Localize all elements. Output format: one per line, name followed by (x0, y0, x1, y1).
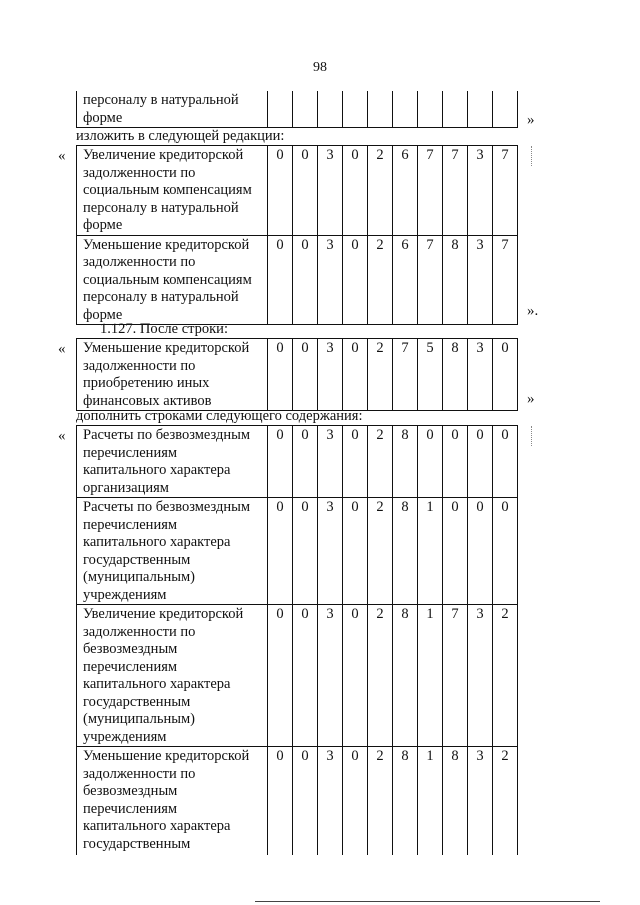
code-digit-cell: 2 (368, 235, 393, 325)
code-digit-cell: 3 (318, 605, 343, 747)
code-digit-cell: 0 (493, 498, 518, 605)
code-digit-cell: 7 (493, 146, 518, 236)
code-digit-cell: 2 (493, 747, 518, 855)
code-digit-cell: 2 (493, 605, 518, 747)
table-edited-rows (76, 145, 518, 325)
row-name-cell: Уменьшение кредиторской задолженности по социальным компенсациям персоналу в натуральной форме (77, 235, 268, 325)
code-digit-cell: 0 (268, 339, 293, 411)
code-digit-cell: 1 (418, 605, 443, 747)
code-digit-cell: 6 (393, 235, 418, 325)
code-digit-cell: 0 (293, 426, 318, 498)
code-digit-cell: 0 (443, 426, 468, 498)
code-digit-cell: 0 (293, 498, 318, 605)
page-bottom-rule (255, 901, 600, 902)
code-digit-cell: 0 (343, 235, 368, 325)
intro-edit: изложить в следующей редакции: (76, 128, 285, 144)
open-quote-2: « (58, 341, 66, 357)
code-digit-cell: 0 (268, 605, 293, 747)
code-digit-cell: 7 (493, 235, 518, 325)
table-row (77, 747, 518, 855)
code-digit-cell: 2 (368, 605, 393, 747)
code-digit-cell: 0 (468, 498, 493, 605)
code-digit-cell (318, 91, 343, 128)
code-digit-cell: 8 (443, 235, 468, 325)
row-name-cell: персоналу в натуральной форме (77, 91, 268, 128)
code-digit-cell (468, 91, 493, 128)
code-digit-cell (393, 91, 418, 128)
code-digit-cell: 8 (443, 339, 468, 411)
code-digit-cell: 0 (293, 747, 318, 855)
code-digit-cell: 3 (468, 605, 493, 747)
code-digit-cell: 0 (268, 747, 293, 855)
code-digit-cell: 3 (468, 339, 493, 411)
close-quote-period: ». (527, 303, 539, 319)
code-digit-cell: 8 (393, 498, 418, 605)
row-name-cell: Уменьшение кредиторской задолженности по приобретению иных финансовых активов (77, 339, 268, 411)
code-digit-cell: 3 (318, 339, 343, 411)
code-digit-cell: 0 (468, 426, 493, 498)
code-digit-cell: 0 (343, 426, 368, 498)
code-digit-cell: 1 (418, 498, 443, 605)
code-digit-cell: 8 (393, 426, 418, 498)
intro-after-row: 1.127. После строки: (100, 321, 228, 337)
code-digit-cell: 3 (318, 498, 343, 605)
row-name-cell: Увеличение кредиторской задолженности по безвозмездным перечислениям капитального характера государственным (муниципальным) учреждениям (77, 605, 268, 747)
close-quote-2: » (527, 391, 535, 407)
code-digit-cell: 7 (418, 235, 443, 325)
row-name-cell: Уменьшение кредиторской задолженности по безвозмездным перечислениям капитального характера государственным (77, 747, 268, 855)
code-digit-cell: 0 (293, 235, 318, 325)
table-fragment-top (76, 91, 518, 128)
code-digit-cell: 3 (468, 235, 493, 325)
margin-tick-2 (531, 426, 532, 446)
row-name-cell: Расчеты по безвозмездным перечислениям капитального характера государственным (муниципальным) учреждениям (77, 498, 268, 605)
code-digit-cell: 0 (493, 426, 518, 498)
code-digit-cell: 3 (468, 747, 493, 855)
code-digit-cell (268, 91, 293, 128)
code-digit-cell: 8 (393, 747, 418, 855)
code-digit-cell: 0 (268, 498, 293, 605)
code-digit-cell: 3 (468, 146, 493, 236)
code-digit-cell: 1 (418, 747, 443, 855)
code-digit-cell: 7 (443, 605, 468, 747)
code-digit-cell: 2 (368, 747, 393, 855)
table-row (77, 426, 518, 498)
table-added-rows (76, 425, 518, 855)
code-digit-cell (443, 91, 468, 128)
open-quote-1: « (58, 148, 66, 164)
table-row (77, 235, 518, 325)
code-digit-cell: 0 (293, 339, 318, 411)
row-name-cell: Расчеты по безвозмездным перечислениям капитального характера организациям (77, 426, 268, 498)
code-digit-cell: 0 (493, 339, 518, 411)
code-digit-cell: 2 (368, 498, 393, 605)
intro-add-rows: дополнить строками следующего содержания: (76, 408, 363, 424)
code-digit-cell: 7 (393, 339, 418, 411)
code-digit-cell: 3 (318, 747, 343, 855)
code-digit-cell (293, 91, 318, 128)
table-row (77, 146, 518, 236)
close-quote-1: » (527, 112, 535, 128)
code-digit-cell: 7 (418, 146, 443, 236)
code-digit-cell: 0 (343, 747, 368, 855)
code-digit-cell: 0 (343, 146, 368, 236)
code-digit-cell: 8 (393, 605, 418, 747)
code-digit-cell (368, 91, 393, 128)
code-digit-cell: 7 (443, 146, 468, 236)
code-digit-cell: 6 (393, 146, 418, 236)
code-digit-cell: 0 (268, 426, 293, 498)
code-digit-cell: 0 (343, 605, 368, 747)
code-digit-cell: 3 (318, 146, 343, 236)
code-digit-cell: 8 (443, 747, 468, 855)
margin-tick-1 (531, 146, 532, 166)
code-digit-cell: 3 (318, 426, 343, 498)
code-digit-cell: 0 (293, 146, 318, 236)
code-digit-cell: 0 (343, 339, 368, 411)
table-row (77, 339, 518, 411)
code-digit-cell: 2 (368, 146, 393, 236)
page-number: 98 (313, 60, 327, 75)
code-digit-cell: 2 (368, 426, 393, 498)
table-row (77, 91, 518, 128)
table-after-row (76, 338, 518, 411)
code-digit-cell: 5 (418, 339, 443, 411)
code-digit-cell: 0 (268, 235, 293, 325)
row-name-cell: Увеличение кредиторской задолженности по социальным компенсациям персоналу в натуральной форме (77, 146, 268, 236)
table-row (77, 498, 518, 605)
open-quote-3: « (58, 428, 66, 444)
code-digit-cell: 0 (443, 498, 468, 605)
code-digit-cell: 3 (318, 235, 343, 325)
code-digit-cell: 0 (293, 605, 318, 747)
code-digit-cell: 0 (268, 146, 293, 236)
code-digit-cell (343, 91, 368, 128)
code-digit-cell: 0 (343, 498, 368, 605)
table-row (77, 605, 518, 747)
code-digit-cell: 0 (418, 426, 443, 498)
code-digit-cell (493, 91, 518, 128)
code-digit-cell: 2 (368, 339, 393, 411)
code-digit-cell (418, 91, 443, 128)
